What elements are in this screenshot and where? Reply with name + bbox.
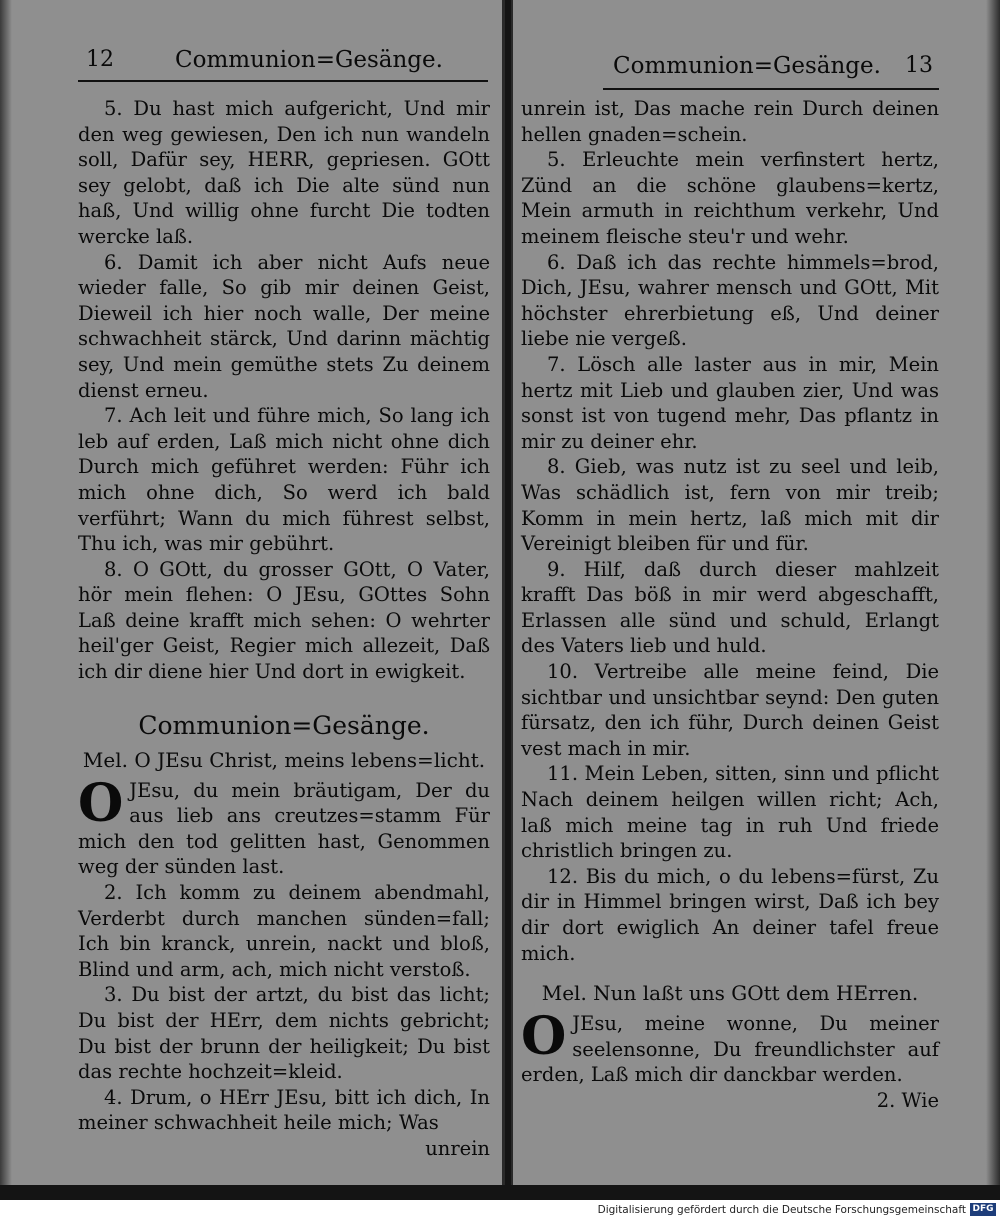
right-text-column [521,96,939,1114]
melody-line: Mel. O JEsu Christ, meins lebens=licht. [82,747,486,772]
catchword: 2. Wie [876,1088,939,1112]
hymn-verse-1 [78,772,490,880]
hymn-verse-3: 3. Du bist der artzt, du bist das licht; Du bist der HErr, dem nichts gebricht; Du bist der brunn der heiligkeit; Du bist das rechte hochzeit=kleid. [78,983,490,1084]
page-gutter-shadow [0,0,12,1185]
catchword: unrein [425,1136,490,1160]
verse-5: 5. Du hast mich aufgericht, Und mir den weg gewiesen, Den ich nun wandeln soll, Dafür sey, HERR, gepriesen. GOtt sey gelobt, daß ich Die alte sünd nun haß, Und willig ohne furcht Die todten wercke laß. [78,97,490,248]
verse-7: 7. Lösch alle laster aus in mir, Mein hertz mit Lieb und glauben zier, Und was sonst ist von tugend mehr, Das pflantz in mir zu deiner ehr. [521,352,939,453]
verse-9: 9. Hilf, daß durch dieser mahlzeit krafft Das böß in mir werd abgeschafft, Erlassen alle sünd und schuld, Erlangt des Vaters lieb und huld. [521,557,939,658]
section-title: Communion=Gesänge. [138,710,430,740]
running-head: Communion=Gesänge. [613,53,881,79]
header-rule [603,88,939,90]
running-head: Communion=Gesänge. [175,47,443,73]
melody-line: Mel. Nun laßt uns GOtt dem HErren. [541,981,919,1006]
drop-cap-initial: O [521,1006,567,1068]
verse-12: 12. Bis du mich, o du lebens=fürst, Zu dir in Himmel bringen wirst, Daß ich bey dir dort ewiglich An deiner tafel freue mich. [521,864,939,965]
page-number: 13 [905,53,933,78]
verse-8: 8. O GOtt, du grosser GOtt, O Vater, hör mein flehen: O JEsu, GOttes Sohn Laß deine krafft mich sehen: O wehrter heil'ger Geist, Regier mich allezeit, Daß ich dir diene hier Und dort in ewigkeit. [78,557,490,684]
verse-10: 10. Vertreibe alle meine feind, Die sichtbar und unsichtbar seynd: Den guten fürsatz, den ich führ, Durch deinen Geist vest mach in mir. [521,660,939,760]
hymn-verse-1 [521,1006,939,1088]
dfg-logo: DFG [970,1203,996,1216]
verse-8: 8. Gieb, was nutz ist zu seel und leib, Was schädlich ist, fern von mir treib; Komm in mein hertz, laß mich mit dir Vereinigt bleiben für und für. [521,455,939,556]
digitization-credit: Digitalisierung gefördert durch die Deutsche Forschungsgemeinschaft [597,1204,966,1216]
hymn-verse-4: 4. Drum, o HErr JEsu, bitt ich dich, In meiner schwachheit heile mich; Was [78,1085,490,1135]
verse-11: 11. Mein Leben, sitten, sinn und pflicht Nach deinem heilgen willen richt; Ach, laß mich meine tag in ruh Und friede christlich bringen zu. [521,762,939,863]
hymn-verse-1-text: JEsu, du mein bräutigam, Der du aus lieb ans creutzes=stamm Für mich den tod gelitten hast, Genommen weg der sünden last. [78,778,490,879]
drop-cap-initial: O [78,772,124,834]
page-number: 12 [86,47,114,72]
verse-6: 6. Daß ich das rechte himmels=brod, Dich, JEsu, wahrer mensch und GOtt, Mit höchster ehrerbietung eß, Und deiner liebe nie vergeß. [521,250,939,351]
header-rule [78,80,488,82]
page-edge-shadow [986,0,1000,1185]
hymn-verse-2: 2. Ich komm zu deinem abendmahl, Verderbt durch manchen sünden=fall; Ich bin kranck, unrein, nackt und bloß, Blind und arm, ach, mich nicht verstoß. [78,881,490,981]
verse-6: 6. Damit ich aber nicht Aufs neue wieder falle, So gib mir deinen Geist, Dieweil ich hier noch walle, Der meine schwachheit stärck, Und darinn mächtig sey, Und mein gemüthe stets Zu deinem dienst erneu. [78,250,490,402]
verse-7: 7. Ach leit und führe mich, So lang ich leb auf erden, Laß mich nicht ohne dich Durch mich geführet werden: Führ ich mich ohne dich, So werd ich bald verführt; Wann du mich führest selbst, Thu ich, was mir gebührt. [78,404,490,556]
left-page [0,0,505,1185]
verse-5: 5. Erleuchte mein verfinstert hertz, Zünd an die schöne glaubens=kertz, Mein armuth in reichthum verkehr, Und meinem fleische steu'r und wehr. [521,148,939,248]
verse-continuation: unrein ist, Das mache rein Durch deinen hellen gnaden=schein. [521,97,939,146]
left-text-column [78,96,490,1162]
right-page [511,0,1000,1185]
hymn-verse-1-text: JEsu, meine wonne, Du meiner seelensonne, Du freundlichster auf erden, Laß mich dir danckbar werden. [521,1012,939,1087]
